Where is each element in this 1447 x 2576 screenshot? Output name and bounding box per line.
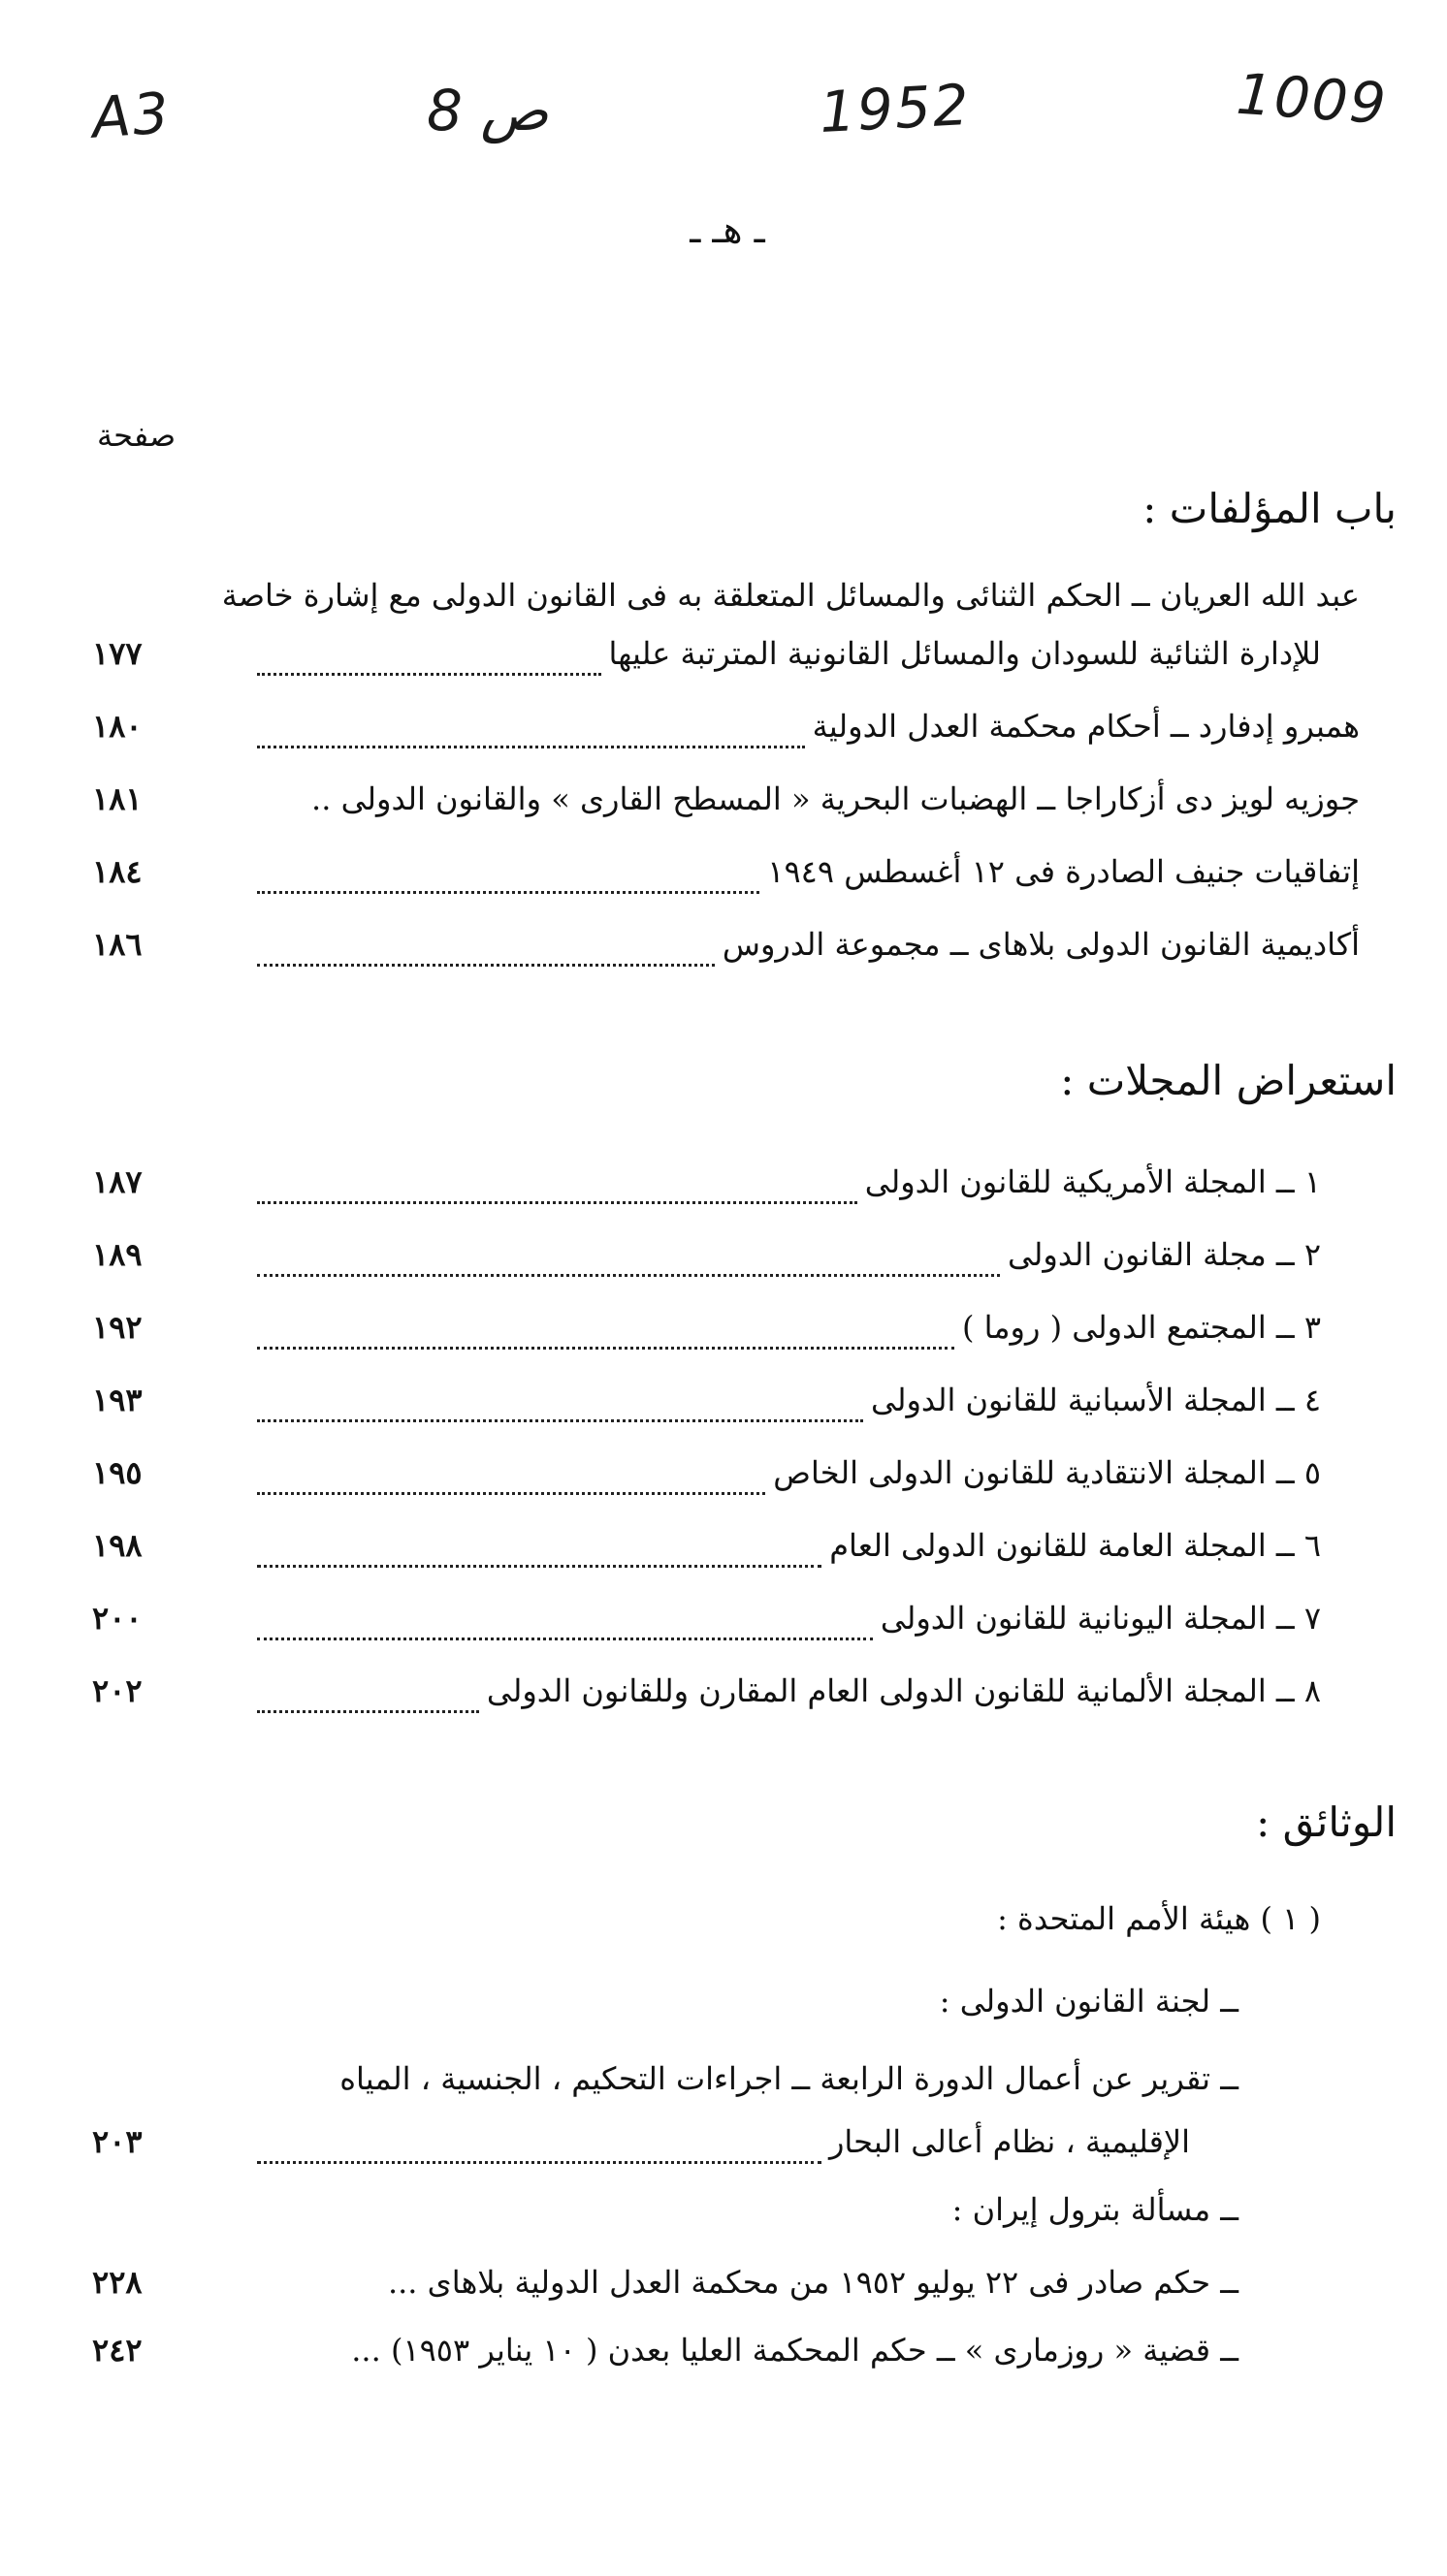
section-heading-journals: استعراض المجلات : [1060, 1057, 1397, 1104]
entry-page: ١٨٧ [92, 1163, 143, 1200]
toc-entry [92, 1672, 1321, 1729]
entry-title: للإدارة الثنائية للسودان والمسائل القانونية المترتبة عليها [608, 635, 1321, 672]
toc-entry [92, 1600, 1321, 1656]
entry-page: ١٨٦ [92, 926, 143, 963]
entry-page: ١٧٧ [92, 635, 143, 672]
toc-subheading [92, 1900, 1321, 1956]
entry-page: ١٩٨ [92, 1527, 143, 1564]
toc-entry [92, 2060, 1238, 2116]
entry-title: ١ ــ المجلة الأمريكية للقانون الدولى [864, 1163, 1321, 1200]
toc-entry [92, 635, 1321, 691]
toc-subheading [92, 2191, 1238, 2247]
page-column-label: صفحة [97, 417, 177, 454]
entry-title: ــ حكم صادر فى ٢٢ يوليو ١٩٥٢ من محكمة العدل الدولية بلاهاى ... [387, 2264, 1238, 2301]
page-letter: ـ هـ ـ [690, 208, 765, 251]
entry-page: ٢٠٠ [92, 1600, 143, 1637]
entry-page: ٢٠٣ [92, 2123, 143, 2160]
entry-title: ــ تقرير عن أعمال الدورة الرابعة ــ اجراءات التحكيم ، الجنسية ، المياه [339, 2060, 1238, 2097]
entry-page: ٢٤٢ [92, 2332, 143, 2369]
toc-entry [92, 2332, 1238, 2388]
entry-title: ٦ ــ المجلة العامة للقانون الدولى العام [829, 1527, 1321, 1564]
entry-title: ٤ ــ المجلة الأسبانية للقانون الدولى [871, 1382, 1321, 1418]
toc-entry [92, 1236, 1321, 1292]
entry-page: ١٨٩ [92, 1236, 143, 1273]
leader-dots [257, 1637, 873, 1640]
toc-entry [92, 926, 1360, 982]
entry-title: همبرو إدفارد ــ أحكام محكمة العدل الدولية [812, 708, 1360, 745]
toc-entry [92, 1527, 1321, 1583]
leader-dots [257, 820, 304, 821]
entry-title: ــ قضية « روزمارى » ــ حكم المحكمة العليا بعدن ( ١٠ يناير ١٩٥٣) ... [351, 2332, 1238, 2369]
entry-page: ٢٠٢ [92, 1672, 143, 1709]
iran-subheading: ــ مسألة بترول إيران : [951, 2191, 1238, 2228]
entry-page: ١٨٤ [92, 853, 143, 890]
handwritten-year: 1952 [818, 71, 973, 146]
toc-entry [92, 2123, 1190, 2179]
entry-title: ٣ ــ المجتمع الدولى ( روما ) [961, 1309, 1321, 1346]
toc-entry [92, 1309, 1321, 1365]
section-heading-books: باب المؤلفات : [1142, 485, 1397, 532]
handwritten-page-ref: 8 ص [427, 78, 549, 143]
entry-page: ٢٢٨ [92, 2264, 143, 2301]
un-subheading: ( ١ ) هيئة الأمم المتحدة : [997, 1900, 1321, 1937]
entry-title: ٢ ــ مجلة القانون الدولى [1008, 1236, 1321, 1273]
leader-dots [257, 1709, 479, 1713]
toc-entry [92, 577, 1360, 633]
entry-page: ١٨٠ [92, 708, 143, 745]
leader-dots [257, 963, 715, 967]
leader-dots [257, 2371, 343, 2372]
toc-entry [92, 708, 1360, 764]
toc-entry [92, 853, 1360, 909]
leader-dots [257, 1491, 765, 1495]
leader-dots [257, 1200, 857, 1204]
handwritten-mark-left: A3 [89, 80, 173, 151]
section-heading-documents: الوثائق : [1256, 1798, 1397, 1846]
entry-title: إتفاقيات جنيف الصادرة فى ١٢ أغسطس ١٩٤٩ [767, 853, 1360, 890]
leader-dots [257, 1418, 863, 1422]
handwritten-number: 1009 [1234, 60, 1390, 138]
entry-page: ١٩٣ [92, 1382, 143, 1418]
toc-entry [92, 2264, 1238, 2320]
entry-title: ٧ ــ المجلة اليونانية للقانون الدولى [880, 1600, 1321, 1637]
toc-entry [92, 1163, 1321, 1220]
entry-title: ٨ ــ المجلة الألمانية للقانون الدولى العام المقارن وللقانون الدولى [486, 1672, 1321, 1709]
toc-entry [92, 1382, 1321, 1438]
leader-dots [257, 890, 759, 894]
toc-subheading [92, 1983, 1238, 2039]
leader-dots [257, 1346, 954, 1350]
entry-title: جوزيه لويز دى أزكاراجا ــ الهضبات البحرية « المسطح القارى » والقانون الدولى .. [311, 780, 1360, 817]
leader-dots [257, 1273, 1000, 1277]
toc-entry [92, 1454, 1321, 1511]
leader-dots [257, 1564, 821, 1568]
entry-page: ١٩٢ [92, 1309, 143, 1346]
entry-title: أكاديمية القانون الدولى بلاهاى ــ مجموعة الدروس [722, 926, 1360, 963]
entry-title: الإقليمية ، نظام أعالى البحار [828, 2123, 1190, 2160]
leader-dots [257, 2304, 380, 2305]
entry-page: ١٩٥ [92, 1454, 143, 1491]
entry-title: عبد الله العريان ــ الحكم الثنائى والمسائل المتعلقة به فى القانون الدولى مع إشارة خاصة [221, 577, 1360, 614]
leader-dots [257, 745, 805, 748]
toc-entry [92, 780, 1360, 837]
entry-page: ١٨١ [92, 780, 143, 817]
leader-dots [257, 672, 601, 676]
leader-dots [257, 2160, 821, 2164]
ilc-subheading: ــ لجنة القانون الدولى : [939, 1983, 1238, 2019]
entry-title: ٥ ــ المجلة الانتقادية للقانون الدولى الخاص [773, 1454, 1321, 1491]
